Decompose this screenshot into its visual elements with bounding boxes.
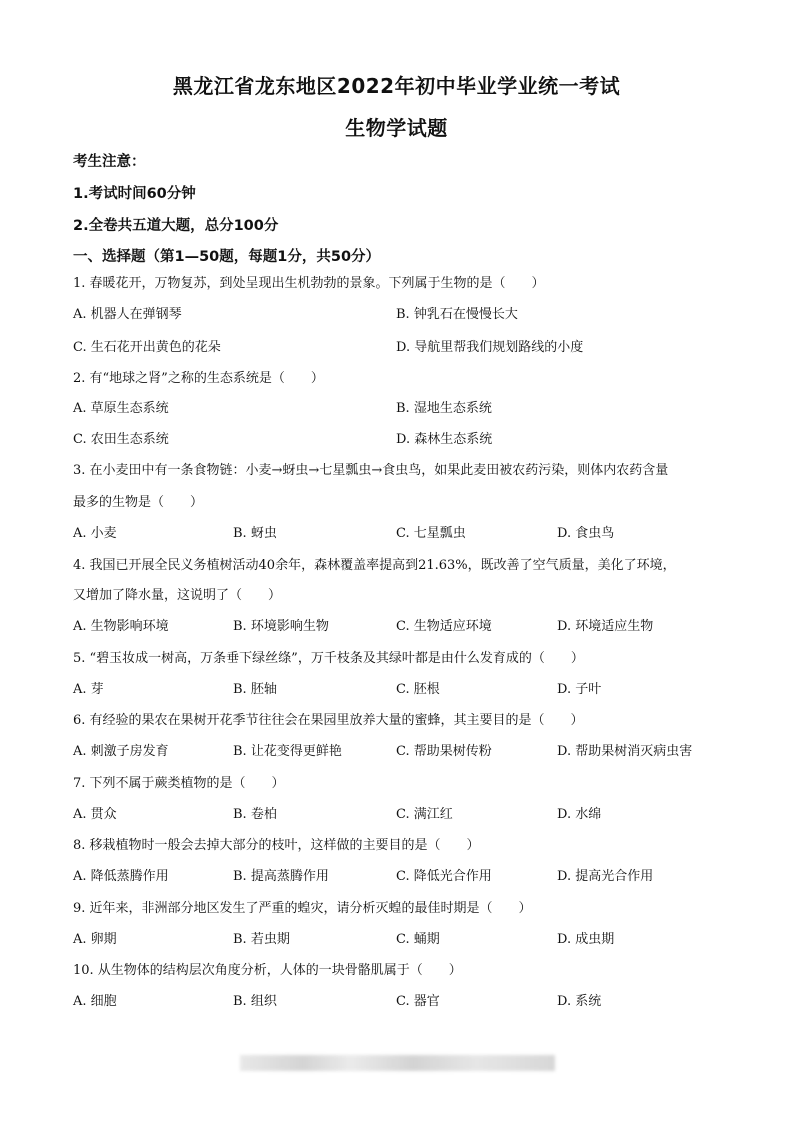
question-4-stem-line-2: 又增加了降水量，这说明了（ ） — [73, 588, 282, 603]
question-10-option-b: B. 组织 — [233, 994, 277, 1009]
question-8-stem: 8. 移栽植物时一般会去掉大部分的枝叶，这样做的主要目的是（ ） — [73, 838, 480, 853]
question-4-option-a: A. 生物影响环境 — [73, 619, 169, 634]
question-9-option-a: A. 卵期 — [73, 932, 117, 947]
question-7-option-c: C. 满江红 — [396, 807, 453, 822]
question-10-option-d: D. 系统 — [557, 994, 602, 1009]
question-9-option-d: D. 成虫期 — [557, 932, 615, 947]
question-8-option-c: C. 降低光合作用 — [396, 869, 492, 884]
question-10-option-a: A. 细胞 — [73, 994, 117, 1009]
exam-title: 黑龙江省龙东地区2022年初中毕业学业统一考试 — [172, 74, 621, 98]
question-6-option-b: B. 让花变得更鲜艳 — [233, 744, 342, 759]
question-2-option-c: C. 农田生态系统 — [73, 432, 169, 447]
blurred-watermark — [240, 1055, 555, 1071]
question-9-stem: 9. 近年来，非洲部分地区发生了严重的蝗灾，请分析灭蝗的最佳时期是（ ） — [73, 901, 532, 916]
question-2-stem: 2. 有“地球之肾”之称的生态系统是（ ） — [73, 371, 324, 386]
question-4-option-d: D. 环境适应生物 — [557, 619, 654, 634]
exam-subtitle: 生物学试题 — [345, 116, 448, 140]
question-6-option-d: D. 帮助果树消灭病虫害 — [557, 744, 693, 759]
question-1-stem: 1. 春暖花开，万物复苏，到处呈现出生机勃勃的景象。下列属于生物的是（ ） — [73, 276, 545, 291]
question-10-stem: 10. 从生物体的结构层次角度分析，人体的一块骨骼肌属于（ ） — [73, 963, 462, 978]
question-8-option-d: D. 提高光合作用 — [557, 869, 654, 884]
notice-heading: 考生注意： — [73, 154, 146, 170]
question-5-option-a: A. 芽 — [73, 682, 104, 697]
question-7-option-d: D. 水绵 — [557, 807, 602, 822]
question-8-option-b: B. 提高蒸腾作用 — [233, 869, 329, 884]
question-6-option-a: A. 刺激子房发育 — [73, 744, 169, 759]
question-7-stem: 7. 下列不属于蕨类植物的是（ ） — [73, 776, 285, 791]
question-4-option-c: C. 生物适应环境 — [396, 619, 492, 634]
question-8-option-a: A. 降低蒸腾作用 — [73, 869, 169, 884]
question-3-stem-line-2: 最多的生物是（ ） — [73, 495, 204, 510]
question-9-option-b: B. 若虫期 — [233, 932, 290, 947]
question-4-option-b: B. 环境影响生物 — [233, 619, 329, 634]
question-3-option-a: A. 小麦 — [73, 526, 117, 541]
question-1-option-b: B. 钟乳石在慢慢长大 — [396, 307, 518, 322]
question-5-stem: 5. “碧玉妆成一树高，万条垂下绿丝绦”，万千枝条及其绿叶都是由什么发育成的（ ） — [73, 651, 584, 666]
notice-item-score: 2.全卷共五道大题，总分100分 — [73, 218, 279, 234]
question-2-option-a: A. 草原生态系统 — [73, 401, 169, 416]
question-7-option-b: B. 卷柏 — [233, 807, 277, 822]
question-1-option-a: A. 机器人在弹钢琴 — [73, 307, 182, 322]
question-1-option-c: C. 生石花开出黄色的花朵 — [73, 340, 221, 355]
question-5-option-c: C. 胚根 — [396, 682, 440, 697]
question-3-option-b: B. 蚜虫 — [233, 526, 277, 541]
question-5-option-b: B. 胚轴 — [233, 682, 277, 697]
question-1-option-d: D. 导航里帮我们规划路线的小度 — [396, 340, 584, 355]
question-2-option-d: D. 森林生态系统 — [396, 432, 493, 447]
question-6-option-c: C. 帮助果树传粉 — [396, 744, 492, 759]
question-5-option-d: D. 子叶 — [557, 682, 602, 697]
question-4-stem-line-1: 4. 我国已开展全民义务植树活动40余年，森林覆盖率提高到21.63%，既改善了空气质量，美化了环境， — [73, 558, 676, 573]
question-3-option-d: D. 食虫鸟 — [557, 526, 615, 541]
question-6-stem: 6. 有经验的果农在果树开花季节往往会在果园里放养大量的蜜蜂，其主要目的是（ ） — [73, 713, 584, 728]
question-9-option-c: C. 蛹期 — [396, 932, 440, 947]
question-10-option-c: C. 器官 — [396, 994, 440, 1009]
question-2-option-b: B. 湿地生态系统 — [396, 401, 492, 416]
question-3-option-c: C. 七星瓢虫 — [396, 526, 466, 541]
section-heading: 一、选择题（第1—50题，每题1分，共50分） — [73, 249, 381, 265]
notice-item-time: 1.考试时间60分钟 — [73, 186, 196, 202]
question-7-option-a: A. 贯众 — [73, 807, 117, 822]
question-3-stem-line-1: 3. 在小麦田中有一条食物链：小麦→蚜虫→七星瓢虫→食虫鸟，如果此麦田被农药污染，则体内农药含量 — [73, 463, 669, 478]
